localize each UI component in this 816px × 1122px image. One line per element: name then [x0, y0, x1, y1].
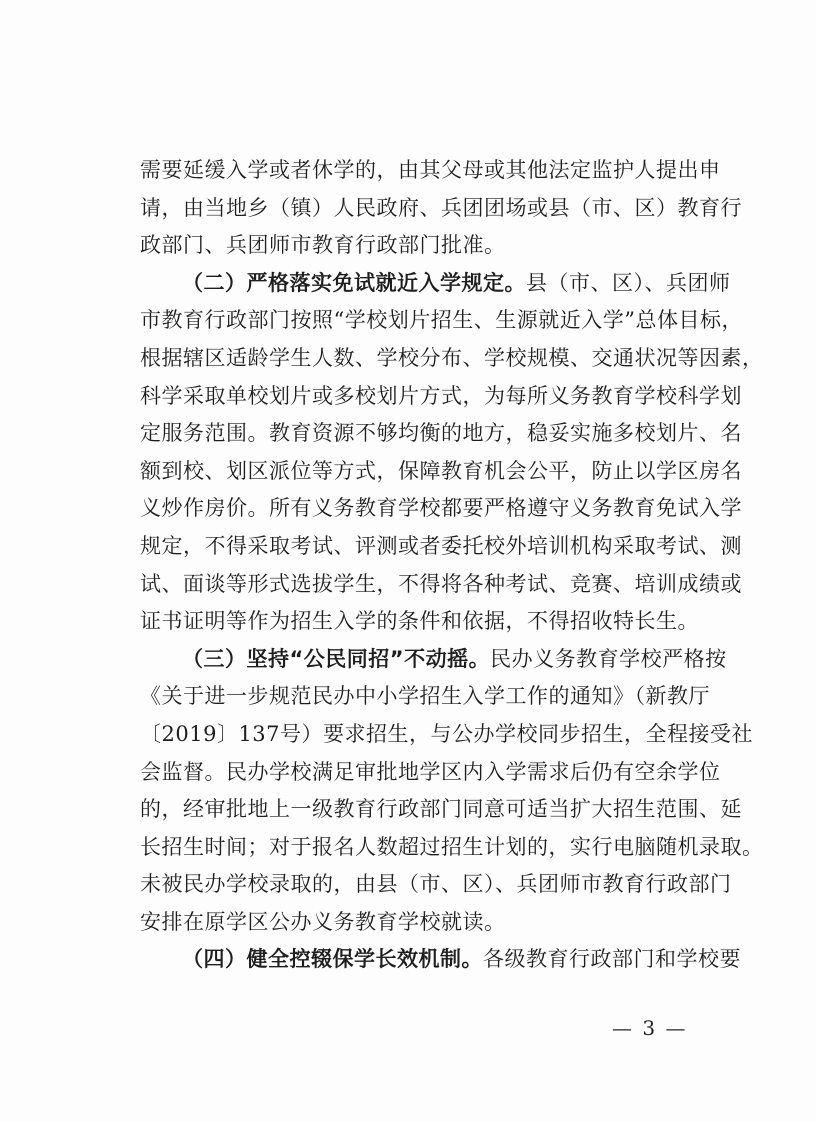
text-line [140, 941, 741, 979]
text-line: 义炒作房价。所有义务教育学校都要严格遵守义务教育免试入学 [140, 496, 742, 521]
text-line: 试、面谈等形式选拔学生，不得将各种考试、竞赛、培训成绩或 [140, 571, 742, 596]
paragraph-continuation [140, 152, 742, 265]
text-line [140, 641, 727, 679]
text-line: 〔2019〕137号）要求招生，与公办学校同步招生，全程接受社 [140, 721, 754, 746]
text-line: 安排在原学区公办义务教育学校就读。 [140, 909, 506, 934]
text-line: 政部门、兵团师市教育行政部门批准。 [140, 233, 506, 258]
text-line: 长招生时间；对于报名人数超过招生计划的，实行电脑随机录取。 [140, 834, 764, 859]
section-heading: （四）健全控辍保学长效机制。 [182, 947, 483, 972]
text-line: 额到校、划区派位等方式，保障教育机会公平，防止以学区房名 [140, 458, 742, 483]
text-run: 县（市、区）、兵团师 [526, 270, 731, 295]
text-line: 请，由当地乡（镇）人民政府、兵团团场或县（市、区）教育行 [140, 195, 742, 220]
text-run: 民办义务教育学校严格按 [490, 646, 727, 671]
text-line: 证书证明等作为招生入学的条件和依据，不得招收特长生。 [140, 609, 699, 634]
text-line: 未被民办学校录取的，由县（市、区）、兵团师市教育行政部门 [140, 872, 732, 897]
section-heading: （二）严格落实免试就近入学规定。 [182, 270, 526, 295]
text-line: 规定，不得采取考试、评测或者委托校外培训机构采取考试、测 [140, 533, 742, 558]
text-line: 会监督。民办学校满足审批地学区内入学需求后仍有空余学位 [140, 759, 721, 784]
section-heading: （三）坚持“公民同招”不动摇。 [182, 646, 491, 671]
text-line: 定服务范围。教育资源不够均衡的地方，稳妥实施多校划片、名 [140, 421, 742, 446]
text-line [140, 265, 731, 303]
page-number: — 3 — [612, 1016, 688, 1040]
paragraph-3 [140, 641, 764, 942]
text-run: 各级教育行政部门和学校要 [483, 947, 741, 972]
text-line: 的，经审批地上一级教育行政部门同意可适当扩大招生范围、延 [140, 797, 742, 822]
paragraph-2 [140, 265, 764, 641]
paragraph-4 [140, 941, 741, 979]
text-line: 市教育行政部门按照“学校划片招生、生源就近入学”总体目标， [140, 308, 743, 333]
text-line: 科学采取单校划片或多校划片方式，为每所义务教育学校科学划 [140, 383, 742, 408]
text-line: 《关于进一步规范民办中小学招生入学工作的通知》（新教厅 [140, 684, 710, 709]
text-line: 根据辖区适龄学生人数、学校分布、学校规模、交通状况等因素， [140, 345, 764, 370]
text-line: 需要延缓入学或者休学的，由其父母或其他法定监护人提出申 [140, 158, 721, 182]
document-body [140, 152, 764, 979]
